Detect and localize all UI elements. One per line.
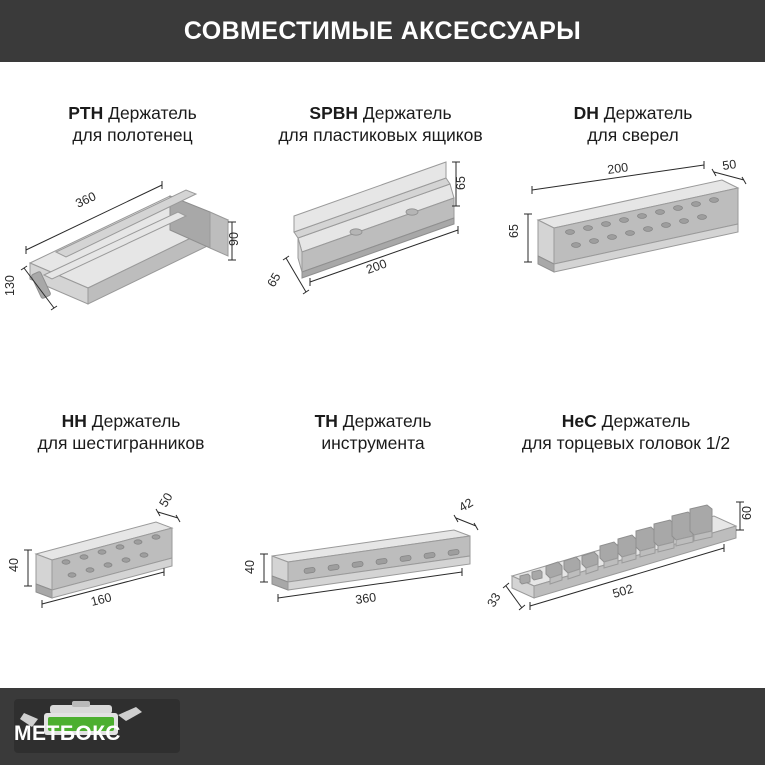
product-card-spbh: [258, 102, 503, 316]
brand-name: МЕТБОКС: [14, 722, 121, 745]
page-title: СОВМЕСТИМЫЕ АКСЕССУАРЫ: [183, 16, 582, 45]
product-code-dh: DH: [573, 103, 599, 123]
product-name-hec: Держатель: [601, 411, 691, 431]
product-code-hec: HeC: [561, 411, 597, 431]
product-drawing-hec: [484, 482, 760, 622]
product-card-pth: [3, 102, 255, 318]
dim-hh-50: 50: [156, 490, 176, 510]
product-card-hec: [484, 410, 760, 622]
product-card-hh: [6, 410, 236, 616]
dim-th-42: 42: [456, 495, 476, 515]
product-drawing-th: [243, 495, 498, 622]
product-caption-hec: [492, 410, 760, 454]
product-name-dh: Держатель: [603, 103, 693, 123]
dim-hec-502: 502: [610, 581, 635, 601]
product-desc-dh: для сверел: [587, 125, 679, 145]
product-code-pth: PTH: [68, 103, 104, 123]
product-code-th: TH: [314, 411, 338, 431]
dim-pth-90: 90: [227, 232, 241, 246]
page-header: [0, 0, 765, 62]
product-desc-th: инструмента: [321, 433, 425, 453]
dim-th-40: 40: [243, 560, 257, 574]
product-name-spbh: Держатель: [362, 103, 452, 123]
product-caption-dh: [508, 102, 758, 146]
product-caption-spbh: [258, 102, 503, 146]
product-name-th: Держатель: [342, 411, 432, 431]
product-caption-hh: [6, 410, 236, 454]
dim-spbh-200: 200: [364, 256, 389, 277]
product-drawing-hh: [6, 486, 236, 616]
dim-dh-50: 50: [721, 157, 738, 173]
dim-dh-200: 200: [606, 160, 630, 177]
dim-hec-60: 60: [740, 506, 754, 520]
dim-pth-360: 360: [73, 189, 99, 211]
product-caption-pth: [10, 102, 255, 146]
product-desc-hh: для шестигранников: [37, 433, 205, 453]
dim-spbh-65b: 65: [264, 270, 284, 290]
dim-hec-33: 33: [484, 590, 504, 610]
product-card-dh: [508, 102, 758, 308]
product-code-hh: HH: [61, 411, 87, 431]
product-drawing-spbh: [258, 146, 503, 316]
product-drawing-dh: [507, 157, 758, 308]
product-grid: [0, 62, 765, 688]
dim-pth-130: 130: [3, 275, 17, 296]
page-footer: [0, 688, 765, 765]
dim-hh-160: 160: [89, 590, 113, 609]
dim-th-360: 360: [354, 590, 378, 607]
product-code-spbh: SPBH: [309, 103, 359, 123]
product-name-hh: Держатель: [91, 411, 181, 431]
product-desc-spbh: для пластиковых ящиков: [278, 125, 483, 145]
product-desc-hec: для торцевых головок 1/2: [521, 433, 731, 453]
product-name-pth: Держатель: [108, 103, 197, 123]
product-caption-th: [248, 410, 498, 454]
dim-spbh-65: 65: [454, 176, 468, 190]
dim-dh-65: 65: [507, 224, 521, 238]
product-drawing-pth: [3, 168, 255, 318]
dim-hh-40: 40: [7, 558, 21, 572]
product-desc-pth: для полотенец: [72, 125, 193, 145]
product-card-th: [243, 410, 498, 622]
